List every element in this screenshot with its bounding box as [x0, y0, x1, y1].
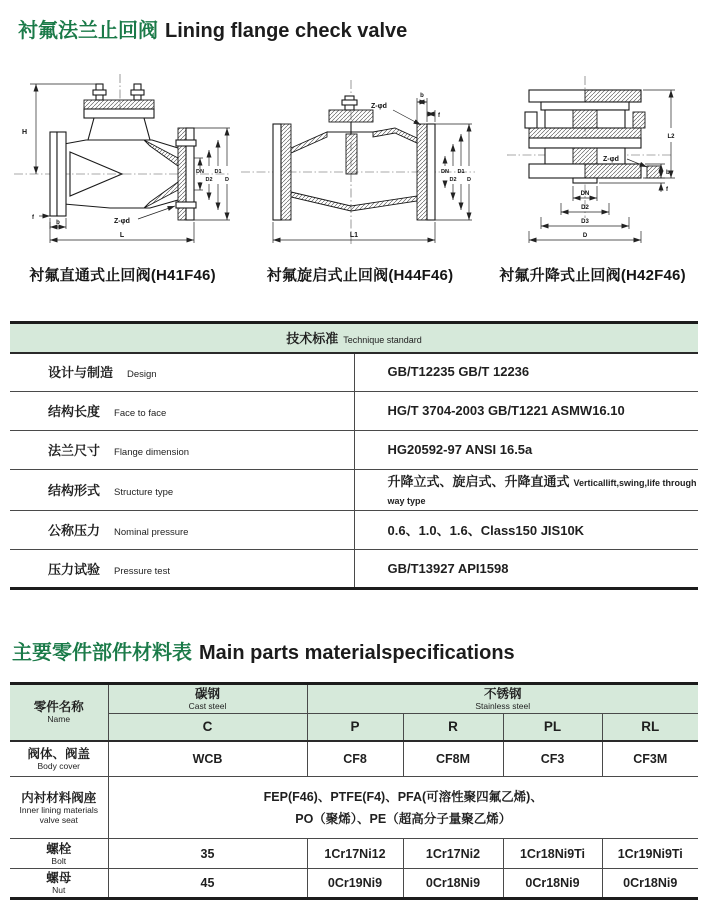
- spec-label-cell: [10, 392, 354, 431]
- part-name-zh: 螺栓: [46, 841, 72, 856]
- material-cell: [503, 869, 602, 899]
- lining-materials-line1: FEP(F46)、PTFE(F4)、PFA(可溶性聚四氟乙烯)、: [263, 789, 543, 804]
- drawing-figure-h42f46: [485, 70, 700, 285]
- dim-label-h: H: [22, 129, 28, 136]
- spec-value: GB/T12235 GB/T 12236: [387, 364, 530, 380]
- dim-label-zd: Z-φd: [371, 103, 387, 110]
- material-cell: [503, 839, 602, 869]
- drawing-caption-h42f46: 衬氟升降式止回阀(H42F46): [499, 267, 686, 284]
- material-cell: [307, 869, 403, 899]
- dim-label-dn: DN: [196, 169, 204, 175]
- spec-value: 0.6、1.0、1.6、Class150 JIS10K: [387, 523, 585, 538]
- material-cell: [307, 839, 403, 869]
- dim-label-d2: D2: [205, 177, 213, 183]
- valve-drawing-h42f46: [485, 70, 700, 258]
- material-cell: [403, 869, 503, 899]
- section-title-zh: 主要零件部件材料表: [12, 642, 192, 664]
- table-row-flange-dimension: [10, 431, 698, 470]
- table-row-inner-lining: [10, 777, 698, 839]
- spec-label-zh: 压力试验: [48, 561, 101, 577]
- material-cell: [602, 741, 698, 777]
- spec-value: HG20592-97 ANSI 16.5a: [387, 442, 533, 457]
- part-name-en: Nut: [52, 885, 66, 895]
- part-name-cell: [10, 839, 108, 869]
- spec-value-cell: [354, 392, 698, 431]
- materials-header-row-1: [10, 684, 698, 714]
- spec-label-cell: [10, 353, 354, 392]
- stainless-steel-header-cell: [307, 684, 698, 714]
- table-header-row: [10, 323, 698, 353]
- grade-label: P: [350, 718, 360, 734]
- table-row-pressure-test: [10, 550, 698, 589]
- dim-label-dn: DN: [580, 191, 590, 197]
- material-value: 1Cr17Ni2: [425, 846, 481, 861]
- dim-label-zd: Z-φd: [114, 218, 130, 225]
- dim-label-f: f: [666, 187, 668, 193]
- stainless-steel-zh: 不锈钢: [483, 687, 522, 701]
- spec-label-cell: [10, 511, 354, 550]
- dim-label-d: D: [467, 177, 471, 183]
- material-value: 1Cr18Ni9Ti: [519, 846, 586, 861]
- spec-label-en: Pressure test: [114, 565, 170, 577]
- material-value: 1Cr17Ni12: [324, 846, 386, 861]
- grade-label: RL: [641, 718, 660, 734]
- page-title-en: Lining flange check valve: [165, 20, 408, 42]
- material-cell: [108, 839, 307, 869]
- spec-label-en: Nominal pressure: [114, 527, 189, 538]
- spec-value-cell: [354, 353, 698, 392]
- spec-label-cell: [10, 431, 354, 470]
- material-cell: [602, 839, 698, 869]
- page-title: [18, 18, 698, 44]
- carbon-steel-header-cell: [108, 684, 307, 714]
- drawing-figure-h44f46: [235, 70, 485, 285]
- dim-label-dn: DN: [441, 169, 449, 175]
- dim-label-l: L: [119, 232, 125, 239]
- name-header-en: Name: [47, 714, 71, 725]
- stainless-steel-en: Stainless steel: [475, 701, 531, 711]
- name-header-zh: 零件名称: [33, 700, 84, 715]
- material-value: 0Cr18Ni9: [623, 876, 678, 890]
- table-row-design: [10, 353, 698, 392]
- part-name-en: Body cover: [37, 760, 81, 771]
- part-name-en2: valve seat: [39, 814, 78, 825]
- dim-label-b: b: [420, 93, 424, 99]
- material-value: CF3: [540, 751, 565, 766]
- name-header-cell: [10, 684, 108, 741]
- material-value: CF8M: [435, 751, 471, 766]
- dim-label-d3: D3: [581, 219, 589, 225]
- table-header-cell: [10, 323, 698, 353]
- material-value: CF8: [343, 751, 367, 766]
- material-cell: [503, 741, 602, 777]
- spec-label-en: Design: [127, 369, 157, 381]
- grade-label: C: [202, 718, 213, 734]
- material-cell: [403, 741, 503, 777]
- dim-label-l2: L2: [667, 134, 675, 140]
- material-value: 1Cr19Ni9Ti: [617, 846, 683, 861]
- material-value: WCB: [192, 751, 223, 766]
- grade-header-r: [403, 714, 503, 741]
- table-row-bolt: [10, 839, 698, 869]
- valve-drawing-h41f46: [10, 70, 235, 258]
- spec-label-en: Flange dimension: [114, 447, 190, 458]
- material-cell: [403, 839, 503, 869]
- grade-label: PL: [543, 718, 562, 734]
- spec-label-cell: [10, 550, 354, 589]
- spec-value-en: Verticallift,swing,life through way type: [387, 478, 697, 506]
- material-cell: [307, 741, 403, 777]
- dim-label-f: f: [32, 215, 34, 221]
- spec-label-en: Face to face: [114, 408, 167, 419]
- material-value: 0Cr18Ni9: [525, 876, 580, 890]
- grade-header-pl: [503, 714, 602, 741]
- valve-drawing-h44f46: [235, 70, 485, 258]
- table-row-body-cover: [10, 741, 698, 777]
- spec-value: GB/T13927 API1598: [387, 560, 509, 576]
- table-row-structure-type: [10, 470, 698, 511]
- part-name-cell: [10, 869, 108, 899]
- material-value: 0Cr18Ni9: [425, 876, 481, 890]
- tech-header-en: Technique standard: [343, 334, 422, 345]
- drawing-figure-h41f46: [10, 70, 235, 285]
- carbon-steel-en: Cast steel: [188, 701, 227, 711]
- material-value: 35: [200, 846, 215, 861]
- part-name-zh: 内衬材料阀座: [21, 790, 97, 805]
- part-name-cell: [10, 777, 108, 839]
- lining-materials-cell: [108, 777, 698, 839]
- spec-label-zh: 公称压力: [48, 523, 101, 538]
- materials-table: [10, 682, 698, 900]
- dim-label-d1: D1: [214, 169, 222, 175]
- dim-label-b: b: [666, 170, 670, 176]
- spec-value-zh: 升降立式、旋启式、升降直通式: [387, 474, 570, 489]
- part-name-zh: 螺母: [46, 871, 72, 885]
- dim-label-d2: D2: [449, 177, 457, 183]
- grade-header-c: [108, 714, 307, 741]
- dim-label-d1: D1: [457, 169, 465, 175]
- part-name-cell: [10, 741, 108, 777]
- drawing-caption-h41f46: 衬氟直通式止回阀(H41F46): [29, 267, 216, 284]
- dim-label-b: b: [56, 220, 60, 226]
- spec-value-cell: [354, 511, 698, 550]
- part-name-en: Bolt: [51, 855, 67, 866]
- grade-header-p: [307, 714, 403, 741]
- part-name-en: Inner lining materials: [19, 804, 98, 815]
- spec-label-zh: 设计与制造: [48, 365, 114, 381]
- dim-label-d: D: [582, 233, 588, 239]
- section-title-en: Main parts materialspecifications: [199, 642, 515, 664]
- spec-label-cell: [10, 470, 354, 511]
- spec-value: HG/T 3704-2003 GB/T1221 ASMW16.10: [387, 403, 625, 418]
- spec-label-zh: 结构形式: [48, 483, 101, 498]
- spec-value-cell: [354, 431, 698, 470]
- page-title-zh: 衬氟法兰止回阀: [18, 20, 158, 42]
- table-row-face-to-face: [10, 392, 698, 431]
- carbon-steel-zh: 碳钢: [194, 687, 220, 701]
- section-title: [12, 640, 698, 666]
- material-value: CF3M: [633, 751, 668, 766]
- dim-label-d2: D2: [581, 205, 589, 211]
- dim-label-zd: Z-φd: [603, 156, 619, 163]
- material-cell: [602, 869, 698, 899]
- table-row-nominal-pressure: [10, 511, 698, 550]
- material-value: 45: [200, 876, 215, 890]
- spec-value-cell: [354, 550, 698, 589]
- grade-header-rl: [602, 714, 698, 741]
- grade-label: R: [448, 718, 458, 734]
- dim-label-d: D: [225, 177, 229, 183]
- table-row-nut: [10, 869, 698, 899]
- dim-label-f: f: [438, 113, 440, 119]
- spec-value-cell: [354, 470, 698, 511]
- valve-drawings: [10, 70, 698, 285]
- lining-materials-line2: PO（聚烯）、PE（超高分子量聚乙烯）: [295, 811, 512, 826]
- material-value: 0Cr19Ni9: [327, 876, 383, 890]
- spec-label-zh: 法兰尺寸: [48, 443, 101, 458]
- spec-label-en: Structure type: [114, 487, 174, 498]
- technique-standard-table: [10, 321, 698, 590]
- material-cell: [108, 741, 307, 777]
- spec-label-zh: 结构长度: [48, 404, 101, 419]
- tech-header-zh: 技术标准: [286, 330, 339, 346]
- part-name-zh: 阀体、阀盖: [27, 746, 90, 761]
- drawing-caption-h44f46: 衬氟旋启式止回阀(H44F46): [266, 267, 454, 284]
- material-cell: [108, 869, 307, 899]
- materials-header-row-2: [10, 714, 698, 741]
- dim-label-l1: L1: [349, 232, 359, 239]
